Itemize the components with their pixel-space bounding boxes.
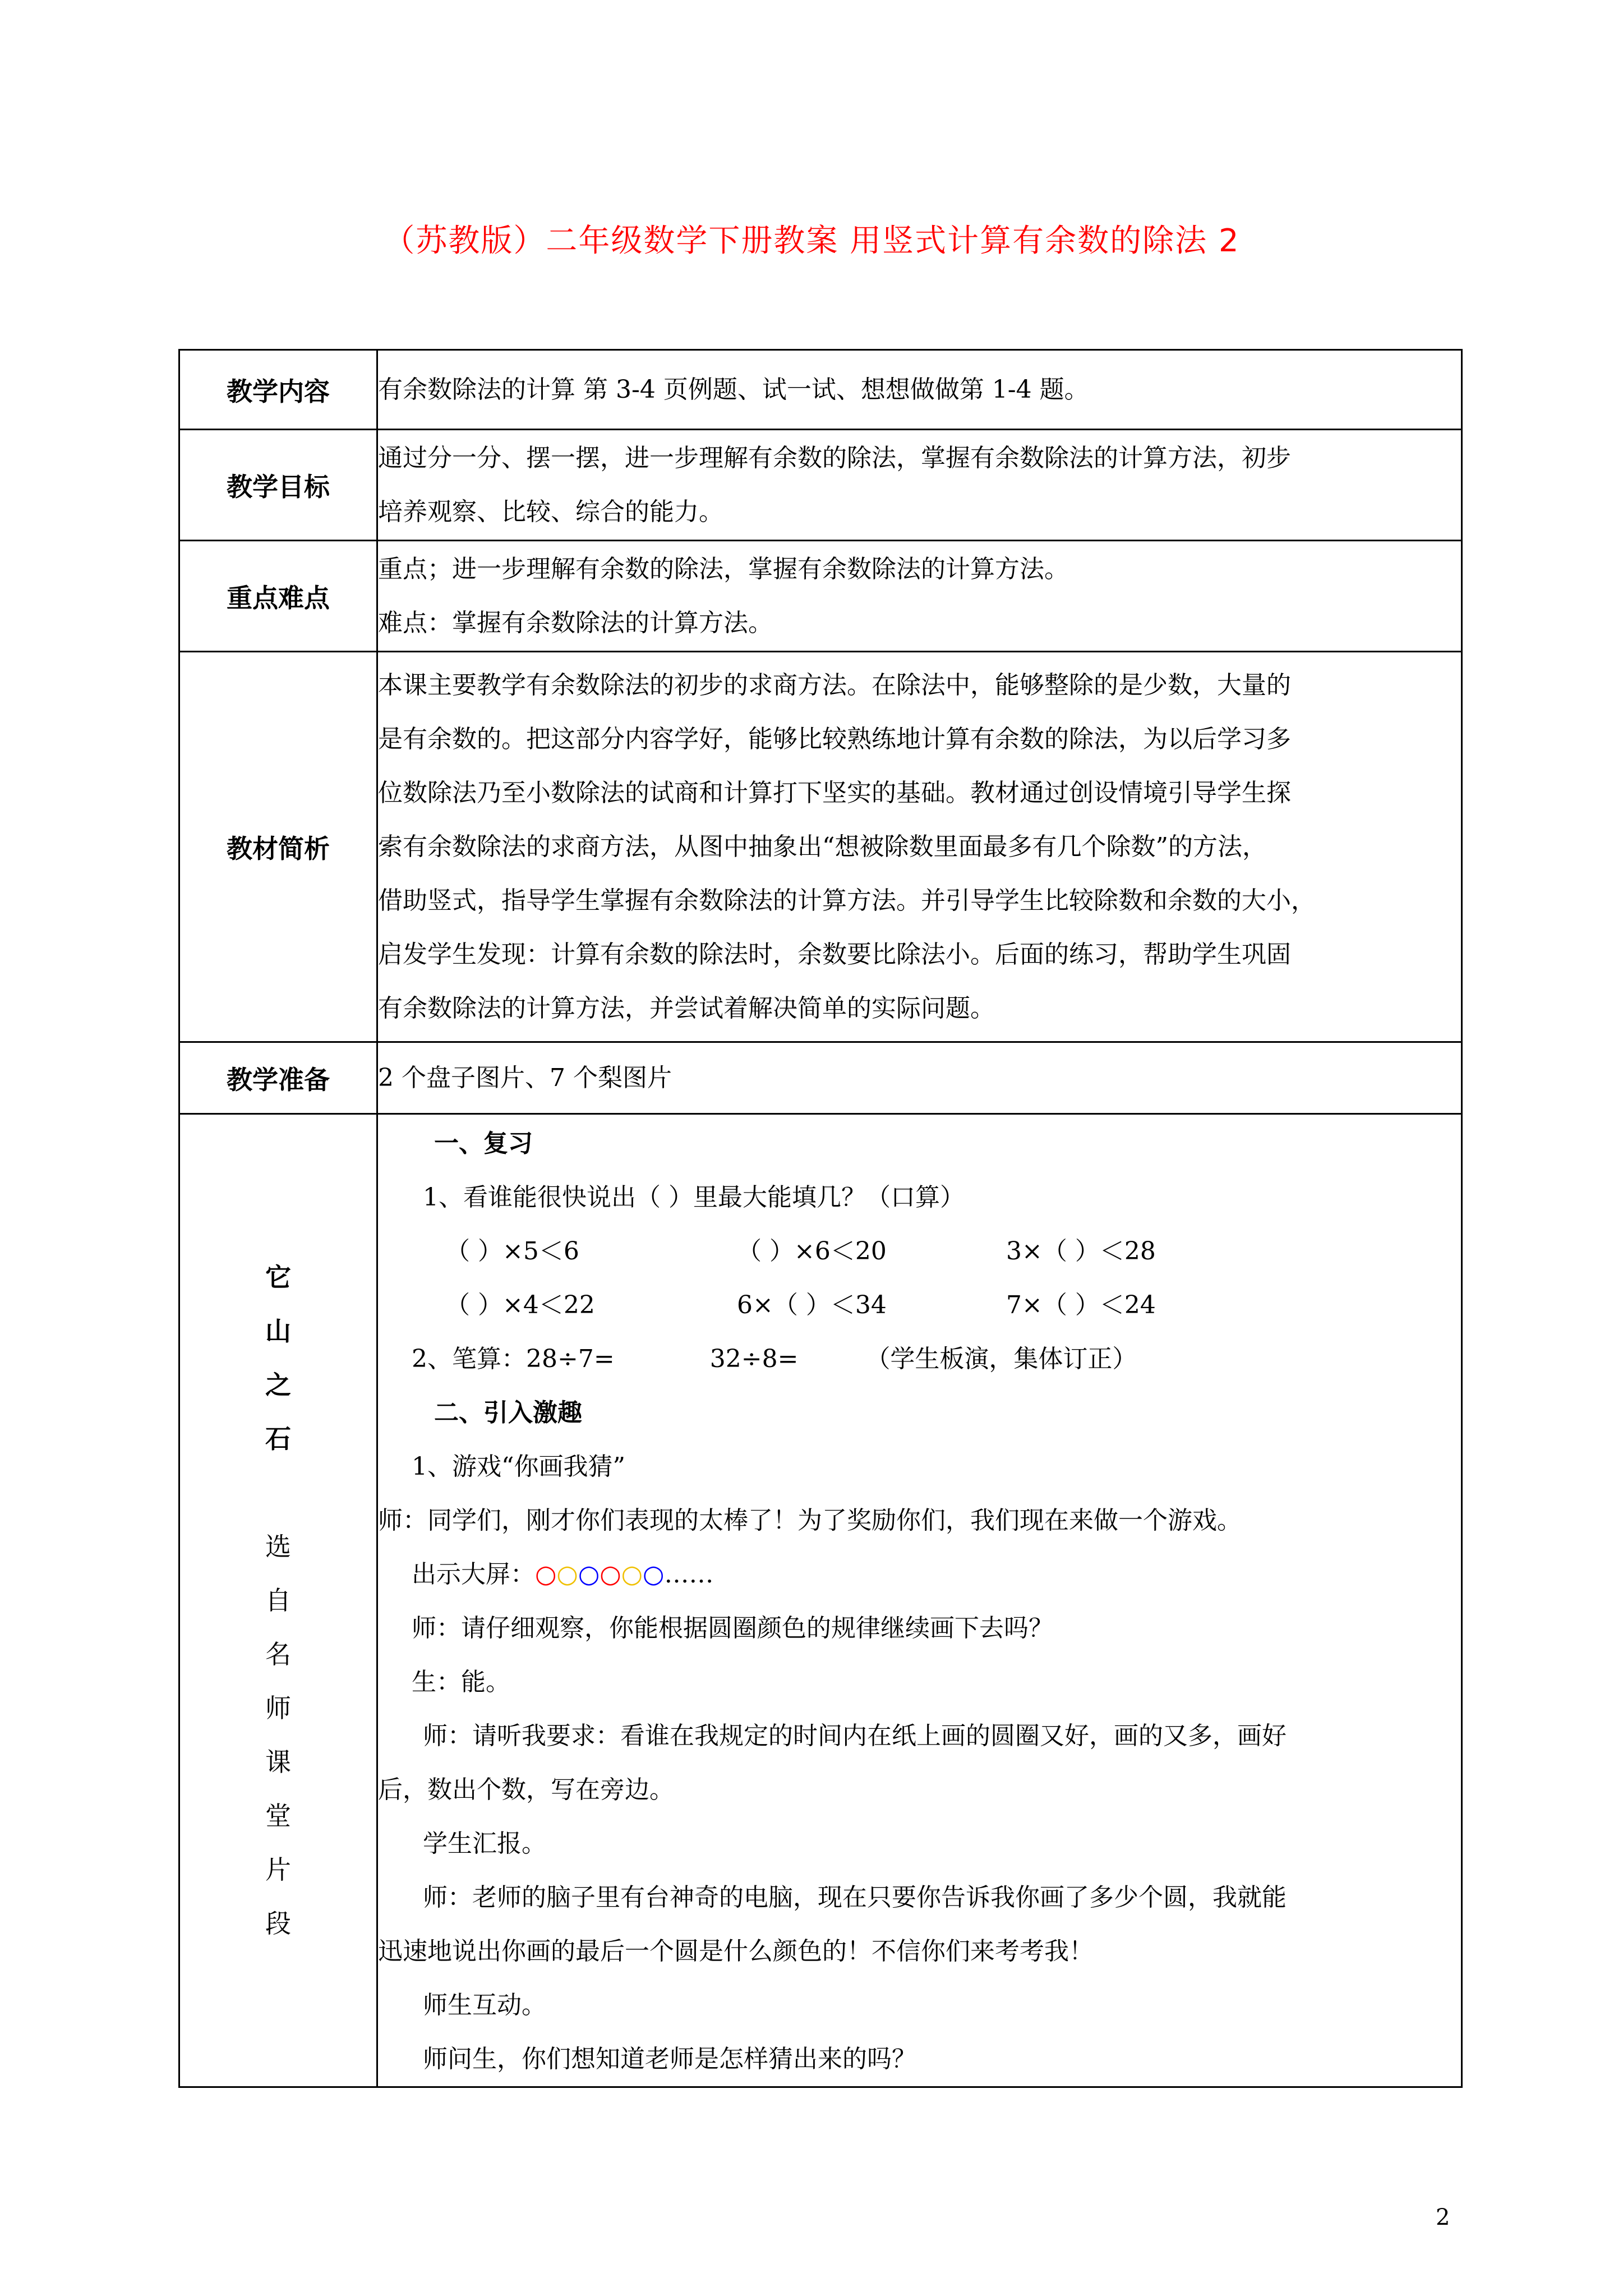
- label-teaching-prep: 教学准备: [179, 1042, 377, 1114]
- teacher-line: 师：请听我要求：看谁在我规定的时间内在纸上画的圆圈又好，画的又多，画好: [423, 1722, 1287, 1750]
- teaching-goals-text: [377, 430, 1462, 541]
- screen-display: [378, 1548, 1461, 1602]
- written-calc-a: 2、笔算：28÷7=: [412, 1345, 615, 1373]
- side-char: 它: [265, 1262, 291, 1292]
- analysis-line: 是有余数的。把这部分内容学好，能够比较熟练地计算有余数的除法，为以后学习多: [378, 724, 1291, 753]
- lesson-side-label: [179, 1114, 377, 2087]
- interaction-line: 师生互动。: [423, 1991, 546, 2019]
- teaching-content-text: 有余数除法的计算 第 3-4 页例题、试一试、想想做做第 1-4 题。: [377, 350, 1462, 430]
- key-points-text: [377, 541, 1462, 652]
- page-number: 2: [1436, 2205, 1450, 2230]
- math-item: （ ）×6＜20: [737, 1237, 887, 1266]
- math-item: 7×（ ）＜24: [1006, 1291, 1156, 1319]
- review-question-2: [378, 1332, 1461, 1386]
- written-calc-b: 32÷8=: [709, 1345, 799, 1373]
- side-char: 堂: [265, 1801, 291, 1831]
- row-material-analysis: [179, 652, 1462, 1042]
- intro-heading: 二、引入激趣: [434, 1398, 582, 1427]
- teacher-line: 师：老师的脑子里有台神奇的电脑，现在只要你告诉我你画了多少个圆，我就能: [423, 1883, 1287, 1912]
- side-char: 段: [265, 1908, 291, 1939]
- page-title: （苏教版）二年级数学下册教案 用竖式计算有余数的除法 2: [383, 223, 1240, 259]
- goals-line: 通过分一分、摆一摆，进一步理解有余数的除法，掌握有余数除法的计算方法，初步: [378, 443, 1291, 472]
- row-teaching-goals: [179, 430, 1462, 541]
- analysis-line: 位数除法乃至小数除法的试商和计算打下坚实的基础。教材通过创设情境引导学生探: [378, 778, 1291, 807]
- student-report: 学生汇报。: [423, 1829, 546, 1858]
- side-char: 之: [265, 1370, 291, 1400]
- math-item: 6×（ ）＜34: [737, 1291, 887, 1319]
- circle-icon: ○: [578, 1560, 600, 1589]
- side-spacer: [180, 1466, 376, 1520]
- row-lesson-segment: [179, 1114, 1462, 2087]
- math-item: 3×（ ）＜28: [1006, 1237, 1156, 1266]
- analysis-line: 索有余数除法的求商方法，从图中抽象出“想被除数里面最多有几个除数”的方法，: [378, 832, 1267, 861]
- circle-icon: ○: [600, 1560, 621, 1589]
- side-char: 自: [265, 1585, 291, 1616]
- side-char: 石: [265, 1424, 291, 1454]
- label-teaching-content: 教学内容: [179, 350, 377, 430]
- screen-label: 出示大屏：: [412, 1560, 535, 1589]
- difficulty-line: 难点：掌握有余数除法的计算方法。: [378, 608, 773, 637]
- side-char: 课: [265, 1747, 291, 1777]
- goals-line: 培养观察、比较、综合的能力。: [378, 497, 723, 526]
- label-key-points: 重点难点: [179, 541, 377, 652]
- review-heading: 一、复习: [434, 1129, 533, 1158]
- teaching-prep-text: 2 个盘子图片、7 个梨图片: [377, 1042, 1462, 1114]
- label-teaching-goals: 教学目标: [179, 430, 377, 541]
- keypoint-line: 重点；进一步理解有余数的除法，掌握有余数除法的计算方法。: [378, 554, 1069, 583]
- side-char: 选: [265, 1531, 291, 1562]
- teacher-line: 师：同学们，刚才你们表现的太棒了！为了奖励你们，我们现在来做一个游戏。: [378, 1506, 1242, 1535]
- analysis-line: 有余数除法的计算方法，并尝试着解决简单的实际问题。: [378, 993, 995, 1023]
- side-char: 名: [265, 1639, 291, 1669]
- analysis-line: 本课主要教学有余数除法的初步的求商方法。在除法中，能够整除的是少数，大量的: [378, 670, 1291, 700]
- analysis-line: 借助竖式，指导学生掌握有余数除法的计算方法。并引导学生比较除数和余数的大小，: [378, 886, 1316, 915]
- mental-math-row-1: [378, 1225, 1461, 1278]
- row-teaching-prep: [179, 1042, 1462, 1114]
- math-item: （ ）×4＜22: [445, 1291, 595, 1319]
- review-question-1: 1、看谁能很快说出（ ）里最大能填几？（口算）: [423, 1183, 965, 1212]
- circle-icon: ○: [621, 1560, 643, 1589]
- teacher-line-cont: 后，数出个数，写在旁边。: [378, 1775, 674, 1804]
- circle-icon: ○: [535, 1560, 557, 1589]
- circle-icon: ○: [643, 1560, 665, 1589]
- teacher-line-cont: 迅速地说出你画的最后一个圆是什么颜色的！不信你们来考考我！: [378, 1937, 1094, 1966]
- mental-math-row-2: [378, 1278, 1461, 1332]
- lesson-plan-table: [178, 349, 1463, 2088]
- teacher-question: 师问生，你们想知道老师是怎样猜出来的吗？: [423, 2045, 916, 2073]
- math-item: （ ）×5＜6: [445, 1237, 579, 1266]
- teacher-line: 师：请仔细观察，你能根据圆圈颜色的规律继续画下去吗？: [412, 1614, 1053, 1642]
- circle-icon: ○: [556, 1560, 578, 1589]
- side-char: 片: [265, 1855, 291, 1885]
- material-analysis-text: [377, 652, 1462, 1042]
- ellipsis: ……: [664, 1560, 714, 1589]
- lesson-segment-text: [377, 1114, 1462, 2087]
- analysis-line: 启发学生发现：计算有余数的除法时，余数要比除法小。后面的练习，帮助学生巩固: [378, 940, 1291, 969]
- row-teaching-content: [179, 350, 1462, 430]
- game-title: 1、游戏“你画我猜”: [412, 1452, 625, 1481]
- written-calc-note: （学生板演，集体订正）: [865, 1345, 1137, 1373]
- label-material-analysis: 教材简析: [179, 652, 377, 1042]
- side-char: 山: [265, 1316, 291, 1346]
- student-line: 生：能。: [412, 1668, 510, 1696]
- row-key-points: [179, 541, 1462, 652]
- side-char: 师: [265, 1693, 291, 1723]
